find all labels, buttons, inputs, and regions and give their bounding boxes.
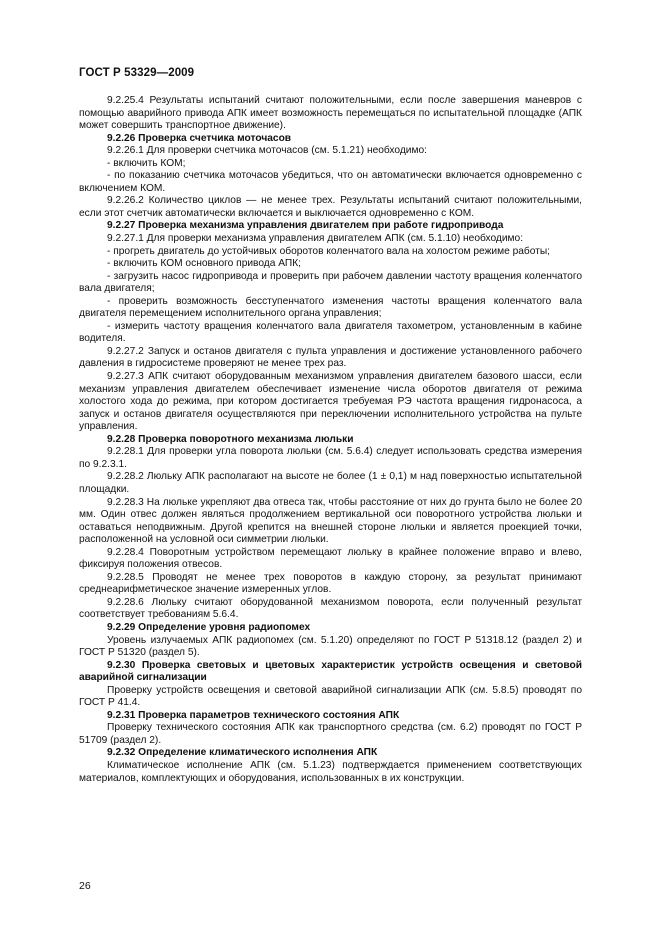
list-item: - измерить частоту вращения коленчатого вала двигателя тахометром, установленным в кабине водителя.	[79, 320, 582, 345]
paragraph: 9.2.27.3 АПК считают оборудованным механизмом управления двигателем базового шасси, если механизм управления двигателем обеспечивает изменение числа оборотов двигателя от режима холостого хода до режима, при котором достигается требуемая РЭ частота вращения гидронасоса, а запуск и останов двигателя осуществляются при переключении исполнительного устройства на пульте управления.	[79, 371, 582, 433]
paragraph: 9.2.28.5 Проводят не менее трех поворотов в каждую сторону, за результат принимают среднеарифметическое значение измеренных углов.	[79, 571, 582, 596]
section-heading: 9.2.31 Проверка параметров технического состояния АПК	[107, 709, 400, 721]
list-item: - проверить возможность бесступенчатого изменения частоты вращения коленчатого вала двигателя перемещением исполнительного органа управления;	[79, 295, 582, 320]
section-heading: 9.2.27 Проверка механизма управления двигателем при работе гидропривода	[107, 220, 504, 232]
section-heading: 9.2.28 Проверка поворотного механизма люльки	[107, 433, 354, 445]
document-body	[79, 95, 582, 785]
paragraph: 9.2.28.1 Для проверки угла поворота люльки (см. 5.6.4) следует использовать средства измерения по 9.2.3.1.	[79, 446, 582, 470]
list-item: - по показанию счетчика моточасов убедиться, что он автоматически включается одновременно с включением КОМ.	[79, 170, 582, 194]
paragraph: 9.2.28.2 Люльку АПК располагают на высоте не более (1 ± 0,1) м над поверхностью испытательной площадки.	[79, 471, 582, 495]
paragraph: 9.2.28.4 Поворотным устройством перемещают люльку в крайнее положение вправо и влево, фиксируя положения отвесов.	[79, 546, 582, 571]
paragraph: Проверку технического состояния АПК как транспортного средства (см. 6.2) проводят по ГОСТ Р 51709 (раздел 2).	[79, 722, 582, 746]
paragraph: Проверку устройств освещения и световой аварийной сигнализации АПК (см. 5.8.5) проводят по ГОСТ Р 41.4.	[79, 684, 582, 709]
section-heading: 9.2.32 Определение климатического исполнения АПК	[107, 747, 378, 759]
paragraph: Уровень излучаемых АПК радиопомех (см. 5.1.20) определяют по ГОСТ Р 51318.12 (раздел 2) и ГОСТ Р 51320 (раздел 5).	[79, 634, 582, 659]
section-heading: 9.2.30 Проверка световых и цветовых характеристик устройств освещения и световой аварийной сигнализации	[79, 659, 582, 684]
list-item: - включить КОМ;	[107, 157, 186, 169]
paragraph: Климатическое исполнение АПК (см. 5.1.23) подтверждается применением соответствующих материалов, комплектующих и оборудования, использованных в их конструкции.	[79, 759, 582, 784]
section-heading: 9.2.29 Определение уровня радиопомех	[107, 621, 311, 633]
list-item: - включить КОМ основного привода АПК;	[107, 258, 301, 270]
paragraph: 9.2.27.2 Запуск и останов двигателя с пульта управления и достижение установленного рабочего давления в гидросистеме проверяют не менее трех раз.	[79, 345, 582, 370]
page-number: 26	[79, 880, 91, 892]
standard-header: ГОСТ Р 53329—2009	[79, 67, 195, 79]
paragraph: 9.2.26.1 Для проверки счетчика моточасов (см. 5.1.21) необходимо:	[107, 145, 427, 157]
list-item: - загрузить насос гидропривода и проверить при рабочем давлении частоту вращения коленчатого вала двигателя;	[79, 270, 582, 295]
section-heading: 9.2.26 Проверка счетчика моточасов	[107, 132, 292, 144]
paragraph: 9.2.28.6 Люльку считают оборудованной механизмом поворота, если полученный результат соответствует требованиям 5.6.4.	[79, 596, 582, 621]
paragraph: 9.2.26.2 Количество циклов — не менее трех. Результаты испытаний считают положительными, если этот счетчик автоматически включается и выключается одновременно с КОМ.	[79, 195, 582, 219]
paragraph: 9.2.28.3 На люльке укрепляют два отвеса так, чтобы расстояние от них до грунта было не более 20 мм. Один отвес должен являться продолжением вертикальной оси поворотного устройства люльки и оставаться неподвижным. Другой крепится на внешней стороне люльки и является проекцией точки, расположенной на условной оси симметрии люльки.	[79, 496, 582, 546]
paragraph: 9.2.25.4 Результаты испытаний считают положительными, если после завершения маневров с помощью аварийного привода АПК имеет возможность перемещаться по испытательной площадке (АПК может совершить транспортное движение).	[79, 95, 582, 132]
paragraph: 9.2.27.1 Для проверки механизма управления двигателем АПК (см. 5.1.10) необходимо:	[107, 233, 524, 245]
list-item: - прогреть двигатель до устойчивых оборотов коленчатого вала на холостом режиме работы;	[107, 245, 551, 257]
